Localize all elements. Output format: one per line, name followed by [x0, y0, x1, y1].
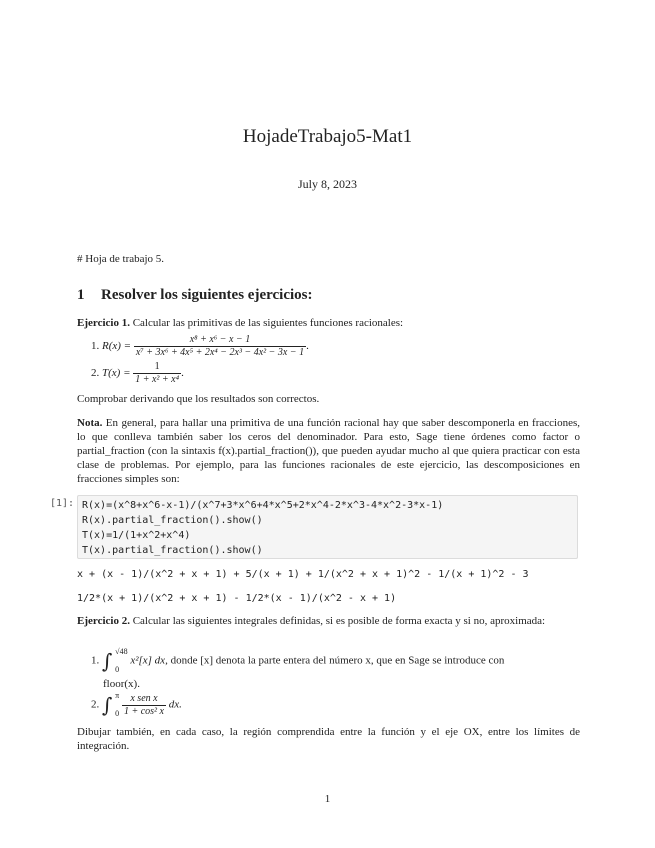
cell-prompt: [1]: [50, 498, 75, 509]
ej1-label: Ejercicio 1. [77, 317, 130, 329]
ej2-item2-fraction [122, 693, 166, 718]
code-line: T(x).partial_fraction().show() [82, 545, 263, 556]
code-line: R(x).partial_fraction().show() [82, 515, 263, 526]
document-title: HojadeTrabajo5-Mat1 [242, 126, 413, 147]
document-date: July 8, 2023 [297, 177, 357, 191]
ej1-text: Calcular las primitivas de las siguientes funciones racionales: [132, 317, 404, 329]
ej2-statement [77, 614, 580, 628]
ej2-item1-number: 1. [91, 654, 100, 667]
cell-output: x + (x - 1)/(x^2 + x + 1) + 5/(x + 1) + 1/(x^2 + x + 1)^2 - 1/(x + 1)^2 - 3 [77, 569, 529, 580]
ej1-item2-denominator: 1 + x² + x⁴ [135, 374, 180, 385]
lower-limit: 0 [115, 709, 120, 718]
integral-sign: ∫ [102, 649, 113, 673]
ej2-item1-integrand: x²[x] dx, [130, 654, 168, 667]
ej2-item2-tail: dx. [168, 698, 182, 711]
section-heading [77, 287, 312, 304]
ej1-item1: 1. R(x) = $\frac{\text{x⁸ + x⁶ − x − 1}}{\text{x⁷ + 3x⁶ + 4x⁵ + 2x⁴ − 2x³ − 4x² − 3x − 1}}$ . [91, 334, 309, 358]
upper-limit: √48 [115, 647, 128, 656]
ej2-item1-cont: floor(x). [103, 678, 140, 690]
intro-line: # Hoja de trabajo 5. [77, 253, 165, 265]
lower-limit: 0 [115, 665, 120, 674]
nota-text: En general, para hallar una primitiva de una función racional hay que saber descomponerla en fracciones, lo que conlleva también saber los ceros del denominador. Para esto, Sage tiene órdenes como factor o partial_fraction (con la sintaxis f(x).partial_fraction()), que pueden ayudar mucho al que quiera practicar con esta clase de problemas. Por ejemplo, para las funciones racionales de este ejercicio, las descomposiciones en fracciones simples son: [77, 417, 580, 485]
integral-limits [115, 692, 119, 718]
ej2-label: Ejercicio 2. [77, 615, 130, 627]
ej2-item2-number: 2. [91, 698, 100, 711]
ej1-item1-number: 1. [91, 340, 100, 353]
section-title: Resolver los siguientes ejercicios: [101, 287, 313, 303]
nota-paragraph [77, 416, 580, 486]
ej2-item2-numerator: x sen x [122, 693, 166, 706]
ej1-item1-numerator: x⁸ + x⁶ − x − 1 [134, 334, 306, 347]
ej2-item2-denominator: 1 + cos² x [123, 705, 164, 717]
ej1-item2-number: 2. [91, 367, 100, 380]
ej2-item1-text: donde [x] denota la parte entera del número x, que en Sage se introduce con [170, 654, 505, 667]
integral-sign: ∫ [102, 693, 113, 717]
ej1-statement [77, 316, 580, 330]
ej1-item1-fraction [134, 334, 306, 359]
ej2-final: Dibujar también, en cada caso, la región comprendida entre la función y el eje OX, entre los límites de integración. [77, 726, 580, 752]
ej1-item2-numerator: 1 [133, 361, 181, 374]
ej1-item1-denominator: x⁷ + 3x⁶ + 4x⁵ + 2x⁴ − 2x³ − 4x² − 3x − 1 [135, 347, 305, 358]
page-number: 1 [324, 793, 331, 805]
ej1-item2-lhs: T(x) = [102, 367, 131, 380]
cell-output: 1/2*(x + 1)/(x^2 + x + 1) - 1/2*(x - 1)/(x^2 - x + 1) [77, 593, 397, 604]
ej1-item1-lhs: R(x) = [102, 340, 132, 353]
ej2-text: Calcular las siguientes integrales definidas, si es posible de forma exacta y si no, aproximada: [132, 615, 546, 627]
upper-limit: π [115, 691, 120, 700]
ej2-item1 [91, 648, 504, 674]
integral-limits [115, 648, 127, 674]
section-number: 1 [77, 287, 85, 303]
code-cell[interactable] [77, 495, 578, 559]
code-line: T(x)=1/(1+x^2+x^4) [82, 530, 191, 541]
nota-label: Nota. [77, 417, 103, 429]
code-line: R(x)=(x^8+x^6-x-1)/(x^7+3*x^6+4*x^5+2*x^4-2*x^3-4*x^2-3*x-1) [82, 500, 444, 511]
ej1-item2-fraction [133, 361, 181, 386]
ej1-item2: 2. T(x) = $\frac{1}{\text{1 + x² + x⁴}}$ . [91, 361, 184, 385]
ej1-check: Comprobar derivando que los resultados son correctos. [77, 393, 320, 405]
ej2-item2 [91, 692, 182, 718]
